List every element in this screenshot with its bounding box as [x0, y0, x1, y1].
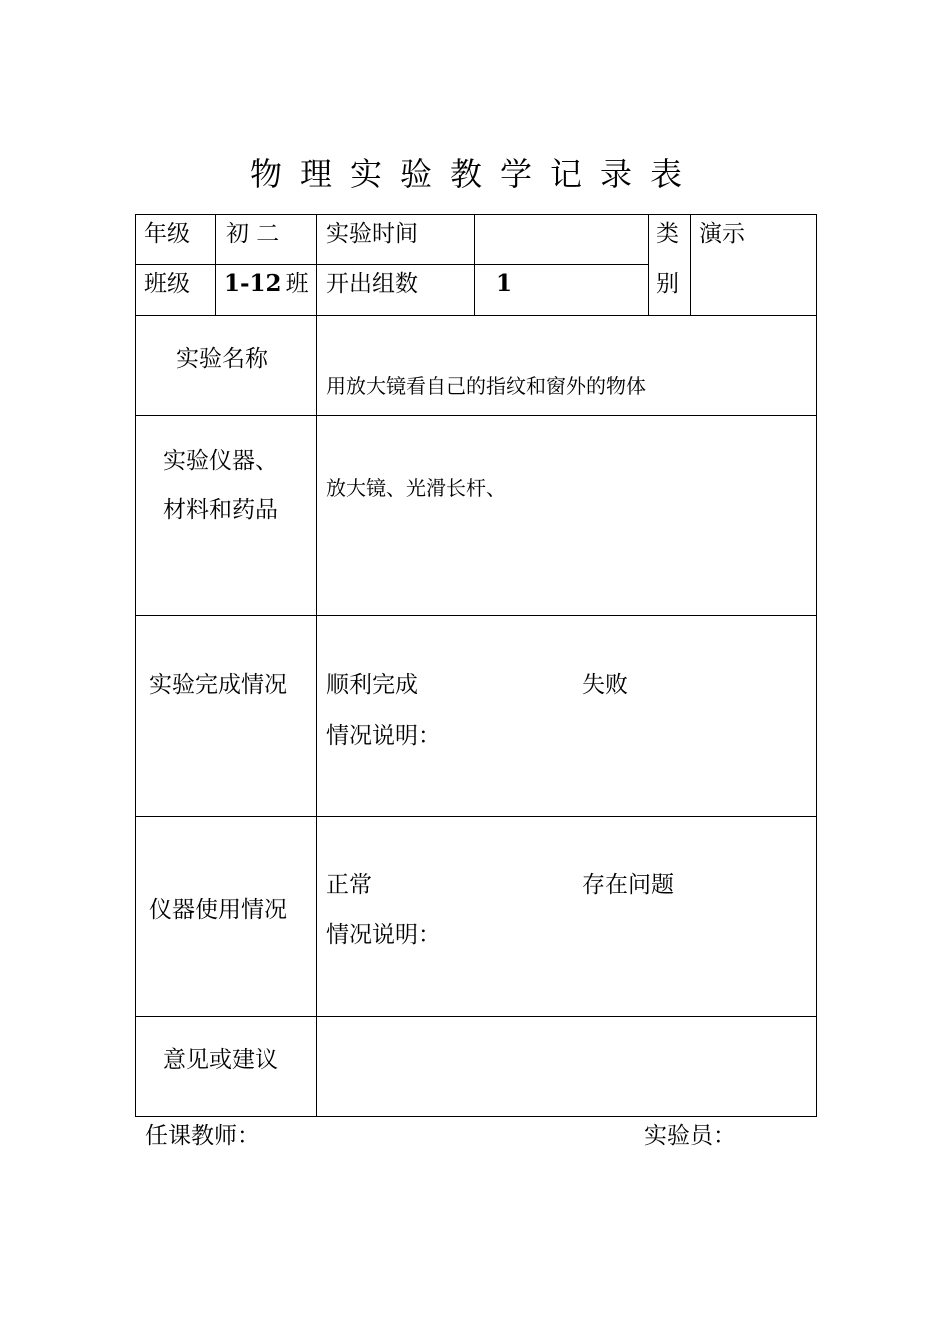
table-materials-divider [135, 615, 817, 616]
class-label: 班级 [144, 271, 190, 297]
table-instrument-divider [135, 1016, 817, 1017]
table-col-divider-5 [690, 214, 691, 315]
instrument-usage-label: 仪器使用情况 [149, 897, 287, 923]
class-value-number: 1-12 [224, 270, 282, 297]
materials-label-line1: 实验仪器、 [163, 448, 278, 474]
instrument-option-problem: 存在问题 [582, 872, 674, 898]
category-value: 演示 [699, 221, 745, 247]
table-right-border [816, 214, 817, 1117]
completion-option-failure: 失败 [582, 672, 628, 698]
table-row2-divider [135, 315, 817, 316]
class-value [224, 269, 309, 299]
class-value-suffix: 班 [285, 271, 309, 297]
completion-label: 实验完成情况 [149, 672, 287, 698]
table-row1-divider [135, 264, 649, 265]
materials-value: 放大镜、光滑长杆、 [326, 476, 506, 500]
completion-note-label: 情况说明： [326, 723, 441, 749]
instrument-option-normal: 正常 [326, 872, 372, 898]
category-label-top: 类 [656, 221, 679, 247]
completion-option-success: 顺利完成 [326, 672, 418, 698]
table-col-divider-1 [215, 214, 216, 315]
group-count-label: 开出组数 [326, 271, 418, 297]
category-label-bottom: 别 [656, 271, 679, 297]
experiment-name-value: 用放大镜看自己的指纹和窗外的物体 [326, 374, 646, 398]
instrument-note-label: 情况说明： [326, 922, 441, 948]
materials-label-line2: 材料和药品 [163, 497, 278, 523]
table-col-divider-4 [648, 214, 649, 315]
assistant-signature-label: 实验员： [644, 1123, 736, 1149]
table-bottom-border [135, 1116, 817, 1117]
table-col-divider-2 [316, 214, 317, 1117]
table-left-border [135, 214, 136, 1117]
experiment-name-label: 实验名称 [176, 346, 268, 372]
experiment-time-label: 实验时间 [326, 221, 418, 247]
teacher-signature-label: 任课教师： [145, 1123, 260, 1149]
table-name-divider [135, 415, 817, 416]
group-count-value: 1 [496, 270, 513, 297]
table-col-divider-3 [474, 214, 475, 315]
table-completion-divider [135, 816, 817, 817]
page-title: 物理实验教学记录表 [249, 155, 700, 193]
grade-value: 初 二 [226, 221, 280, 247]
table-top-border [135, 214, 817, 215]
grade-label: 年级 [144, 221, 190, 247]
suggestion-label: 意见或建议 [163, 1047, 278, 1073]
